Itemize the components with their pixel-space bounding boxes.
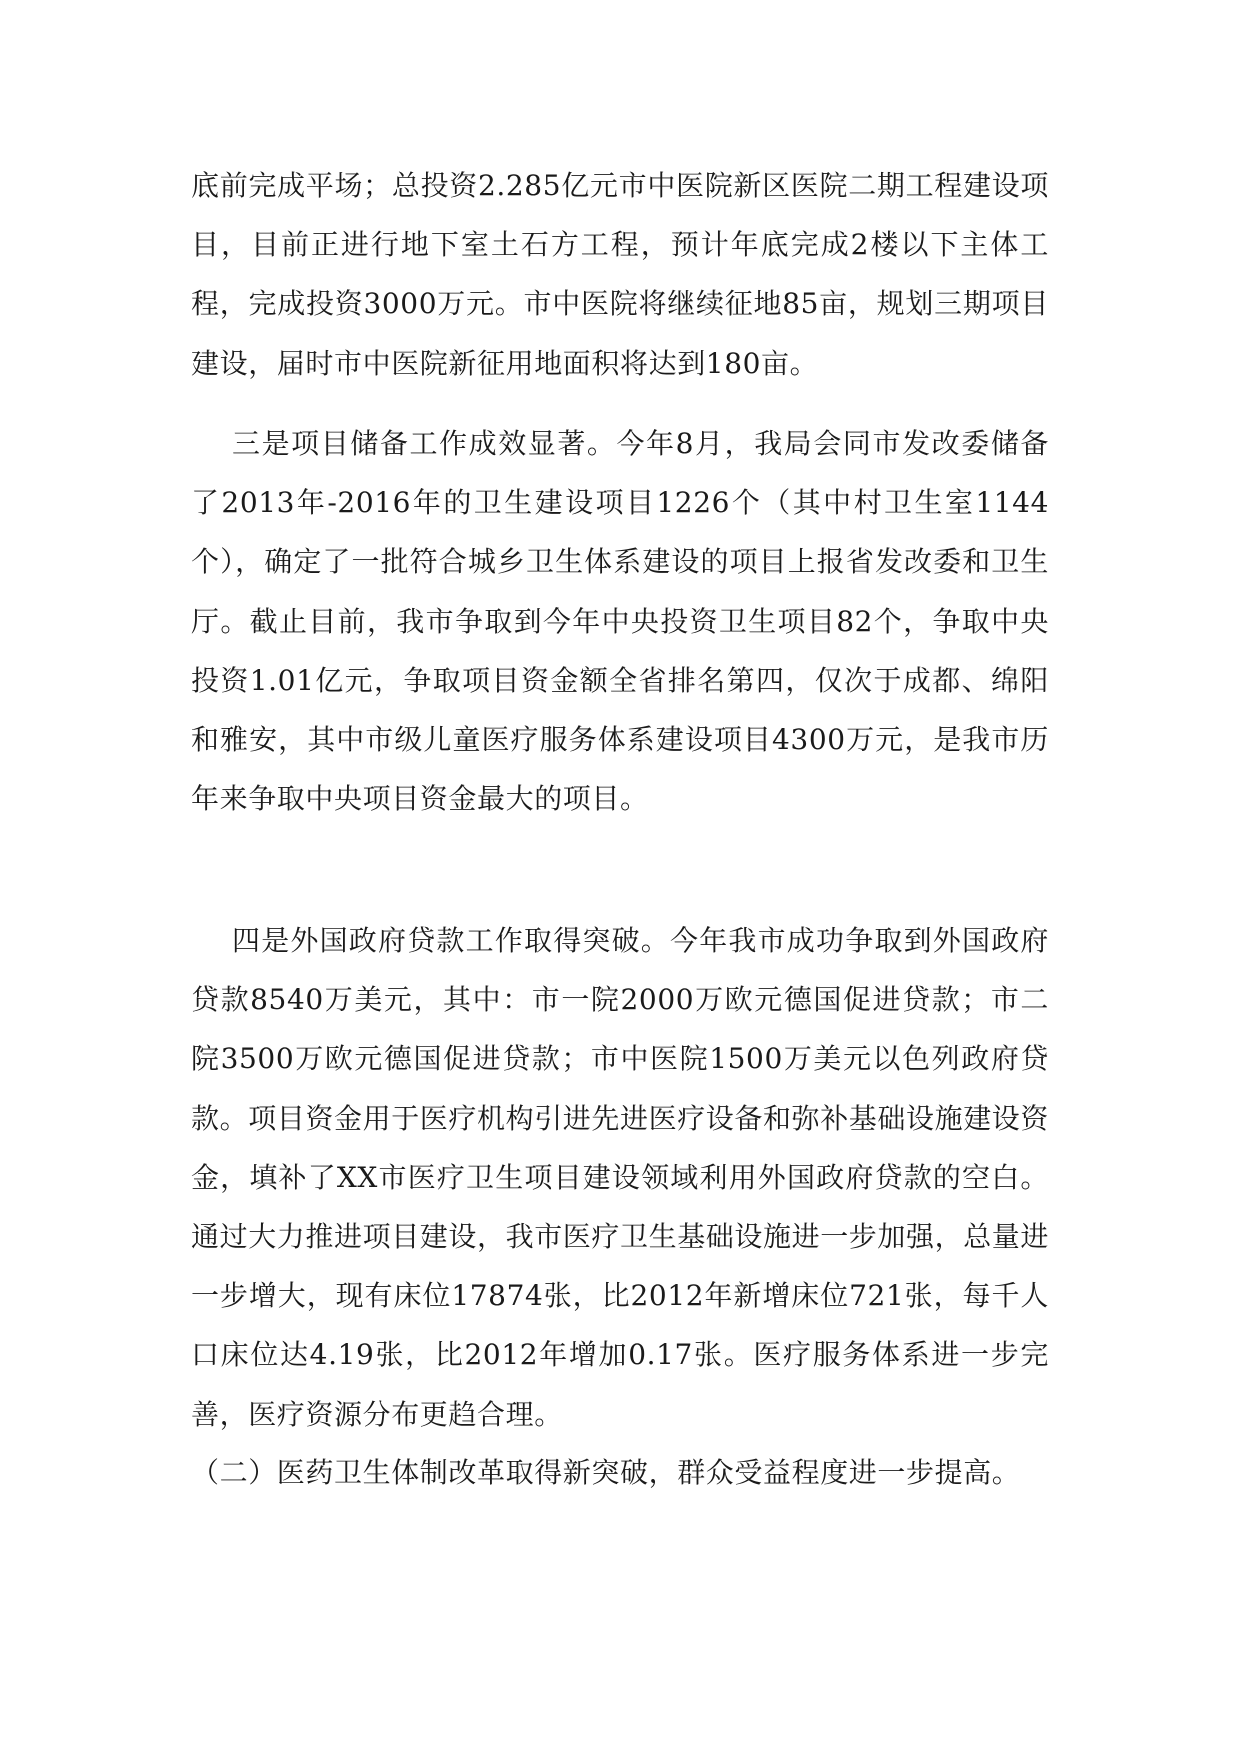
paragraph-foreign-loans: 四是外国政府贷款工作取得突破。今年我市成功争取到外国政府贷款8540万美元，其中：市一院2000万欧元德国促进贷款；市二院3500万欧元德国促进贷款；市中医院1500万美元以色列政府贷款。项目资金用于医疗机构引进先进医疗设备和弥补基础设施建设资金，填补了XX市医疗卫生项目建设领域利用外国政府贷款的空白。通过大力推进项目建设，我市医疗卫生基础设施进一步加强，总量进一步增大，现有床位17874张，比2012年新增床位721张，每千人口床位达4.19张，比2012年增加0.17张。医疗服务体系进一步完善，医疗资源分布更趋合理。 — [191, 924, 1050, 1431]
paragraph-project-reserve: 三是项目储备工作成效显著。今年8月，我局会同市发改委储备了2013年-2016年的卫生建设项目1226个（其中村卫生室1144个），确定了一批符合城乡卫生体系建设的项目上报省发改委和卫生厅。截止目前，我市争取到今年中央投资卫生项目82个，争取中央投资1.01亿元，争取项目资金额全省排名第四，仅次于成都、绵阳和雅安，其中市级儿童医疗服务体系建设项目4300万元，是我市历年来争取中央项目资金最大的项目。 — [191, 427, 1049, 816]
paragraph-project-construction: 底前完成平场；总投资2.285亿元市中医院新区医院二期工程建设项目，目前正进行地下室土石方工程，预计年底完成2楼以下主体工程，完成投资3000万元。市中医院将继续征地85亩，规划三期项目建设，届时市中医院新征用地面积将达到180亩。 — [191, 169, 1049, 380]
section-heading: （二）医药卫生体制改革取得新突破，群众受益程度进一步提高。 — [191, 1456, 1021, 1489]
